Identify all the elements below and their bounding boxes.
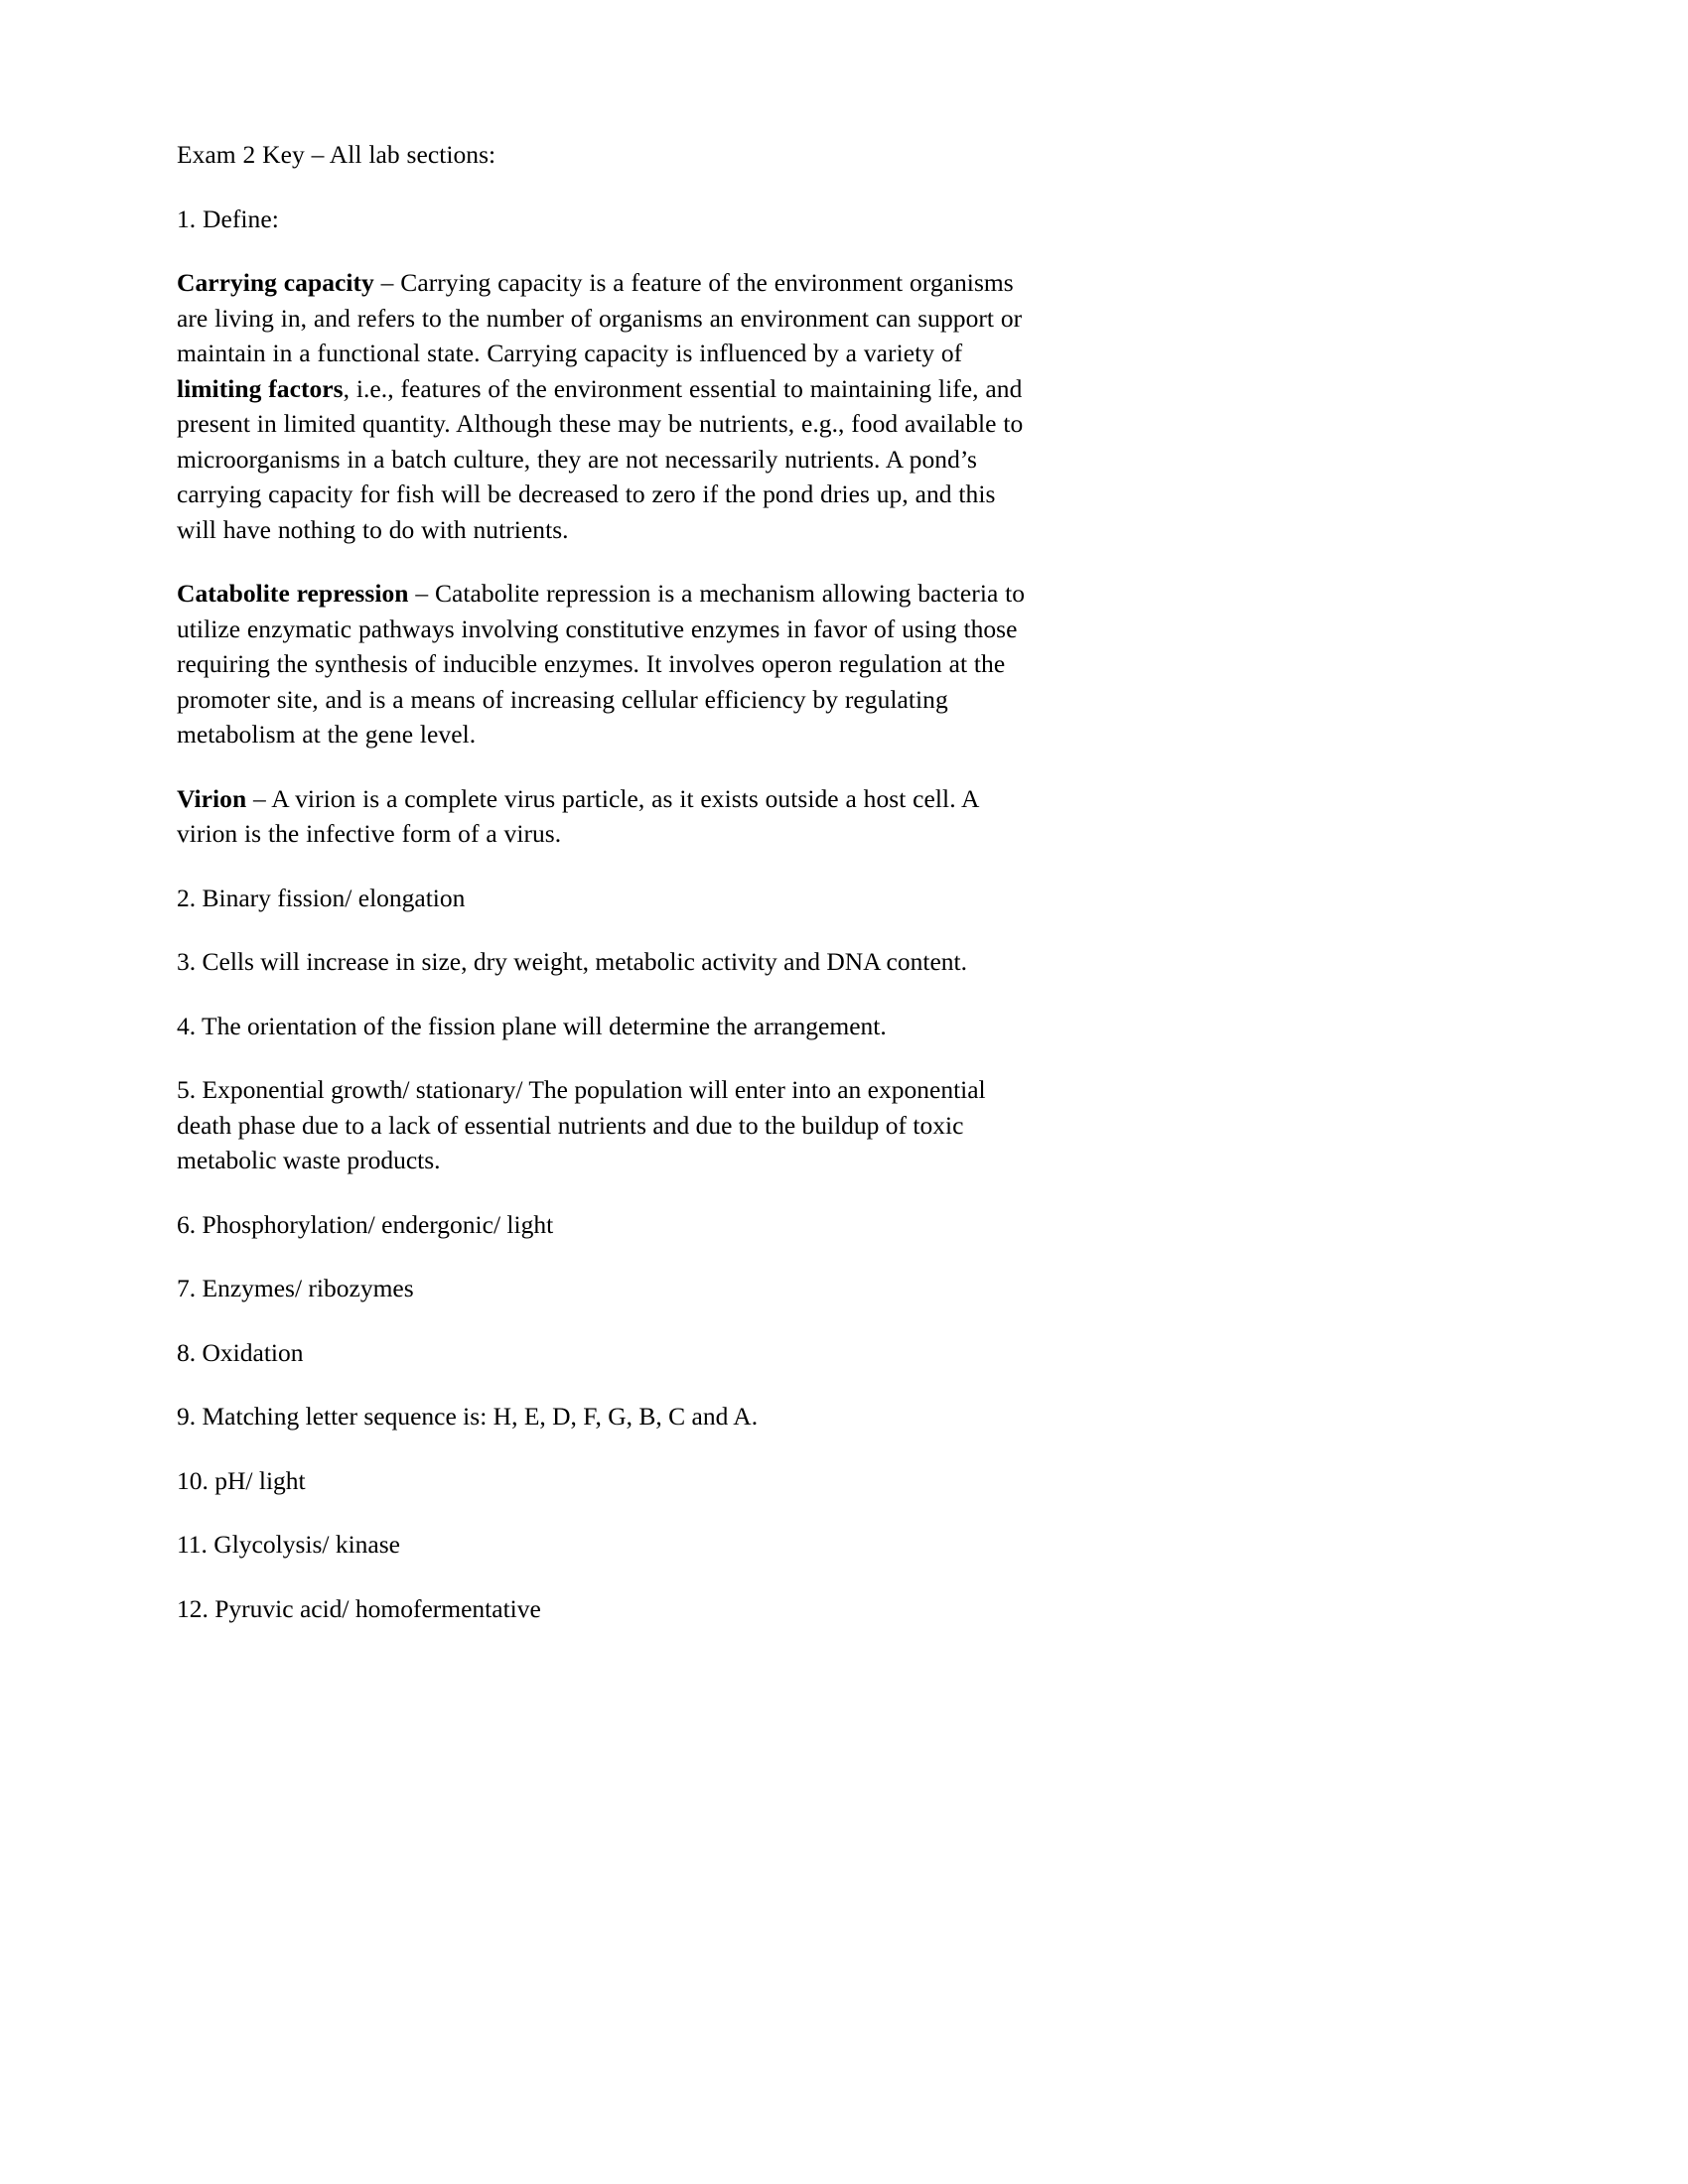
definition-body-part-1: Catabolite repression is a mechanism allowing bacteria to utilize enzymatic pathways involving constitutive enzymes in favor of using those requiring the synthesis of inducible enzymes. It involves operon regulation at the promoter site, and is a means of increasing cellular efficiency by regulating metabolism at the gene level. [177, 579, 1026, 749]
answer-item: 12. Pyruvic acid/ homofermentative [177, 1593, 541, 1623]
document-title: Exam 2 Key – All lab sections: [177, 140, 496, 169]
answer-item: 5. Exponential growth/ stationary/ The population will enter into an exponential death phase due to a lack of essential nutrients and due to the buildup of toxic metabolic waste products. [177, 1075, 986, 1174]
definition-catabolite-repression [177, 576, 1026, 752]
answer-item: 7. Enzymes/ ribozymes [177, 1274, 414, 1302]
answer-item: 6. Phosphorylation/ endergonic/ light [177, 1209, 554, 1239]
question-1-prompt: 1. Define: [177, 204, 279, 233]
answer-item: 4. The orientation of the fission plane will determine the arrangement. [177, 1011, 887, 1040]
definition-inline-bold-term: limiting factors [177, 373, 344, 403]
document-body [177, 137, 1026, 1655]
definition-dash: – [246, 783, 272, 813]
definition-dash: – [373, 268, 401, 297]
definition-carrying-capacity [177, 265, 1026, 547]
definition-term: Carrying capacity [177, 268, 374, 297]
definition-term: Virion [177, 783, 247, 813]
definition-virion [177, 781, 1026, 852]
definition-body-part-1: A virion is a complete virus particle, as it exists outside a host cell. A virion is the infective form of a virus. [177, 783, 979, 848]
definition-term: Catabolite repression [177, 579, 409, 608]
definition-body-part-2: , i.e., features of the environment essential to maintaining life, and present in limited quantity. Although these may be nutrients, e.g., food available to microorganisms in a batch culture, they are not necessarily nutrients. A pond’s carrying capacity for fish will be decreased to zero if the pond dries up, and this will have nothing to do with nutrients. [177, 373, 1024, 544]
definition-dash: – [408, 579, 435, 608]
answer-item: 10. pH/ light [177, 1465, 306, 1495]
answer-item: 2. Binary fission/ elongation [177, 883, 466, 912]
definition-body-part-1: Carrying capacity is a feature of the environment organisms are living in, and refers to the number of organisms an environment can support or maintain in a functional state. Carrying capacity is influenced by a variety of [177, 268, 1023, 367]
answer-item: 3. Cells will increase in size, dry weight, metabolic activity and DNA content. [177, 947, 967, 976]
answer-item: 11. Glycolysis/ kinase [177, 1530, 400, 1559]
answer-item: 9. Matching letter sequence is: H, E, D, F, G, B, C and A. [177, 1402, 759, 1431]
answer-item: 8. Oxidation [177, 1337, 304, 1367]
